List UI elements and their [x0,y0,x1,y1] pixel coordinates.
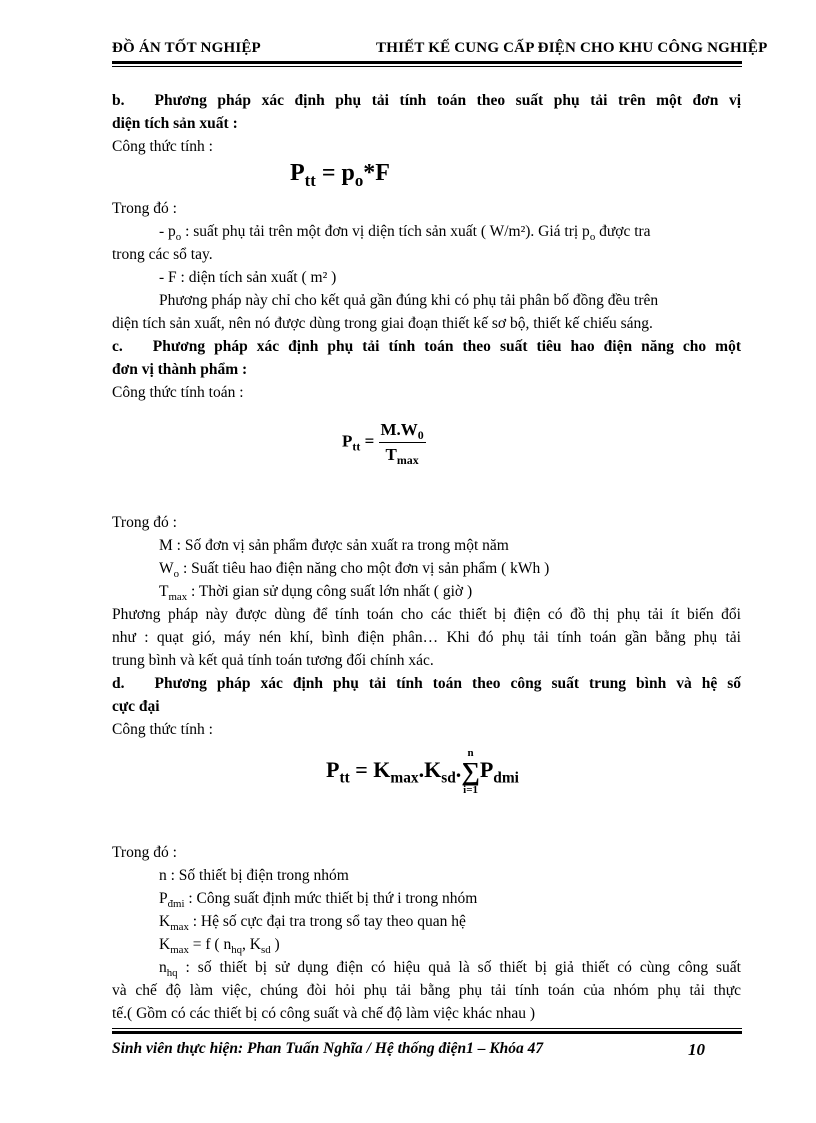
formula-ptt-energy: $P_{tt}$ = $\frac{M.W_0}{T_{max}}$ [342,420,424,468]
f-definition: - F : diện tích sản xuất ( m² ) [159,269,337,286]
kmax-function: $K_{max} = f$ ( $n_{hq}$, $K_{sd}$ ) [159,936,280,956]
summation: n ∑ i=1 [461,747,480,796]
fraction: $\frac{M.W_0}{T_{max}}$ [380,420,424,468]
section-c-where: Trong đó : [112,514,177,531]
section-b-title: b. Phương pháp xác định phụ tải tính toán theo suất phụ tải trên một đơn vị [112,92,741,109]
section-c-title-cont: đơn vị thành phẩm : [112,361,248,378]
kmax-definition: $K_{max}$ : Hệ số cực đại tra trong sổ tay theo quan hệ [159,913,466,933]
header-rule [112,61,742,64]
header-right: THIẾT KẾ CUNG CẤP ĐIỆN CHO KHU CÔNG NGHIỆP [376,40,768,56]
section-c-title: c. Phương pháp xác định phụ tải tính toán theo suất tiêu hao điện năng cho một [112,338,741,355]
section-b-title-cont: diện tích sản xuất : [112,115,238,132]
section-b-formula-intro: Công thức tính : [112,138,213,155]
section-c-para-1: Phương pháp này được dùng để tính toán cho các thiết bị điện có đồ thị phụ tải ít biến đổi [112,606,741,623]
n-definition: n : Số thiết bị điện trong nhóm [159,867,349,884]
section-d-title: d. Phương pháp xác định phụ tải tính toán theo công suất trung bình và hệ số [112,675,741,692]
section-d-para-3: tế.( Gồm có các thiết bị có công suất và chế độ làm việc khác nhau ) [112,1005,536,1022]
header-rule-thin [112,66,742,67]
section-c-formula-intro: Công thức tính toán : [112,384,244,401]
wo-definition: $W_o$ : Suất tiêu hao điện năng cho một đơn vị sản phẩm ( kWh ) [159,560,550,580]
section-d-title-cont: cực đại [112,698,160,715]
tmax-definition: $T_{max}$ : Thời gian sử dụng công suất lớn nhất ( giờ ) [159,583,473,603]
section-d-para-2: và chế độ làm việc, chúng đòi hỏi phụ tải bằng phụ tải tính toán của nhóm phụ tải thực [112,982,741,999]
formula-ptt-kmax: $P_{tt} = K_{max}.K_{sd}$. n ∑ i=1 $P_{dmi}$ [326,747,519,796]
po-definition: - $p_o$ : suất phụ tải trên một đơn vị diện tích sản xuất ( W/m²). Giá trị $p_o$ được tra [159,223,651,243]
footer-text: Sinh viên thực hiện: Phan Tuấn Nghĩa / Hệ thống điện1 – Khóa 47 [112,1040,544,1057]
section-b-para-1: Phương pháp này chỉ cho kết quả gần đúng khi có phụ tải phân bố đồng đều trên [159,292,659,309]
pdmi-definition: $P_{đmi}$ : Công suất định mức thiết bị thứ i trong nhóm [159,890,478,910]
section-c-para-2: như : quạt gió, máy nén khí, bình điện phân… Khi đó phụ tải tính toán gần bằng phụ tải [112,629,741,646]
formula-ptt-area: $P_{tt} = p_o*F$ [290,160,390,190]
page-number: 10 [688,1040,705,1059]
header-left: ĐỒ ÁN TỐT NGHIỆP [112,40,261,56]
section-c-para-3: trung bình và kết quả tính toán tương đối chính xác. [112,652,434,669]
nhq-definition: $n_{hq}$ : số thiết bị sử dụng điện có hiệu quả là số thiết bị giả thiết có cùng công suất [159,959,741,979]
po-definition-cont: trong các sổ tay. [112,246,213,263]
section-d-where: Trong đó : [112,844,177,861]
m-definition: M : Số đơn vị sản phẩm được sản xuất ra trong một năm [159,537,509,554]
footer-rule [112,1031,742,1034]
section-b-where: Trong đó : [112,200,177,217]
section-b-para-2: diện tích sản xuất, nên nó được dùng trong giai đoạn thiết kế sơ bộ, thiết kế chiếu sáng. [112,315,653,332]
footer-rule-thin [112,1028,742,1029]
section-d-formula-intro: Công thức tính : [112,721,213,738]
